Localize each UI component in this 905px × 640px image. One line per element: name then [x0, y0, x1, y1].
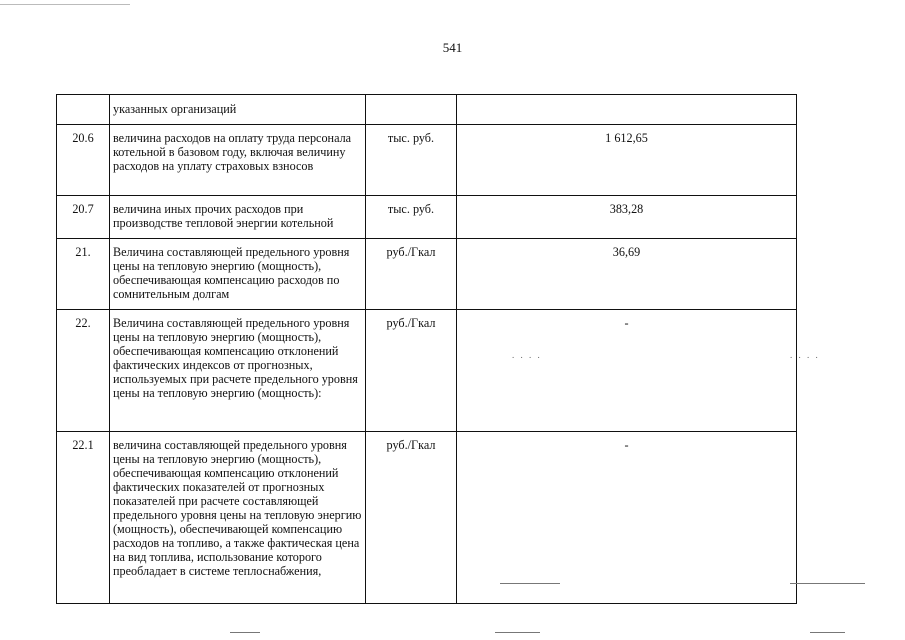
- row-value: 1 612,65: [457, 125, 797, 196]
- scan-artifact: [500, 583, 560, 584]
- row-description: Величина составляющей предельного уровня цены на тепловую энергию (мощность), обеспечивающая компенсацию отклонений фактических индексов от прогнозных, используемых при расчете предельного уровня цены на тепловую энергию (мощность):: [110, 310, 366, 432]
- row-description: величина расходов на оплату труда персонала котельной в базовом году, включая величину расходов на уплату страховых взносов: [110, 125, 366, 196]
- row-unit: [366, 95, 457, 125]
- row-value: 383,28: [457, 196, 797, 239]
- row-unit: руб./Гкал: [366, 310, 457, 432]
- row-unit: тыс. руб.: [366, 125, 457, 196]
- row-number: 22.: [57, 310, 110, 432]
- scan-artifact: . . . .: [790, 350, 820, 360]
- table-row: [57, 125, 797, 196]
- row-value: -: [457, 310, 797, 432]
- row-unit: руб./Гкал: [366, 432, 457, 604]
- row-number: [57, 95, 110, 125]
- table-row: [57, 310, 797, 432]
- scan-artifact: [790, 583, 865, 584]
- row-value: [457, 95, 797, 125]
- table-row: [57, 196, 797, 239]
- table-row: [57, 95, 797, 125]
- row-description: величина иных прочих расходов при производстве тепловой энергии котельной: [110, 196, 366, 239]
- row-unit: тыс. руб.: [366, 196, 457, 239]
- table-row: [57, 432, 797, 604]
- scan-artifact: [0, 4, 130, 5]
- row-number: 20.7: [57, 196, 110, 239]
- row-value: 36,69: [457, 239, 797, 310]
- row-number: 22.1: [57, 432, 110, 604]
- row-unit: руб./Гкал: [366, 239, 457, 310]
- row-value: -: [457, 432, 797, 604]
- page-number: 541: [442, 40, 463, 55]
- row-description: Величина составляющей предельного уровня цены на тепловую энергию (мощность), обеспечивающая компенсацию расходов по сомнительным долгам: [110, 239, 366, 310]
- scan-artifact: . . . .: [512, 350, 542, 360]
- tariff-table: [56, 94, 797, 604]
- row-description: величина составляющей предельного уровня цены на тепловую энергию (мощность), обеспечивающая компенсацию отклонений фактических показателей от прогнозных показателей при расчете составляющей предельного уровня цены на тепловую энергию (мощность), обеспечивающей компенсацию расходов на топливо, а также фактическая цена на вид топлива, использование которого преобладает в системе теплоснабжения,: [110, 432, 366, 604]
- table-row: [57, 239, 797, 310]
- row-description: указанных организаций: [110, 95, 366, 125]
- row-number: 20.6: [57, 125, 110, 196]
- scan-artifact: [495, 632, 540, 633]
- scan-artifact: [230, 632, 260, 633]
- scan-artifact: [810, 632, 845, 633]
- row-number: 21.: [57, 239, 110, 310]
